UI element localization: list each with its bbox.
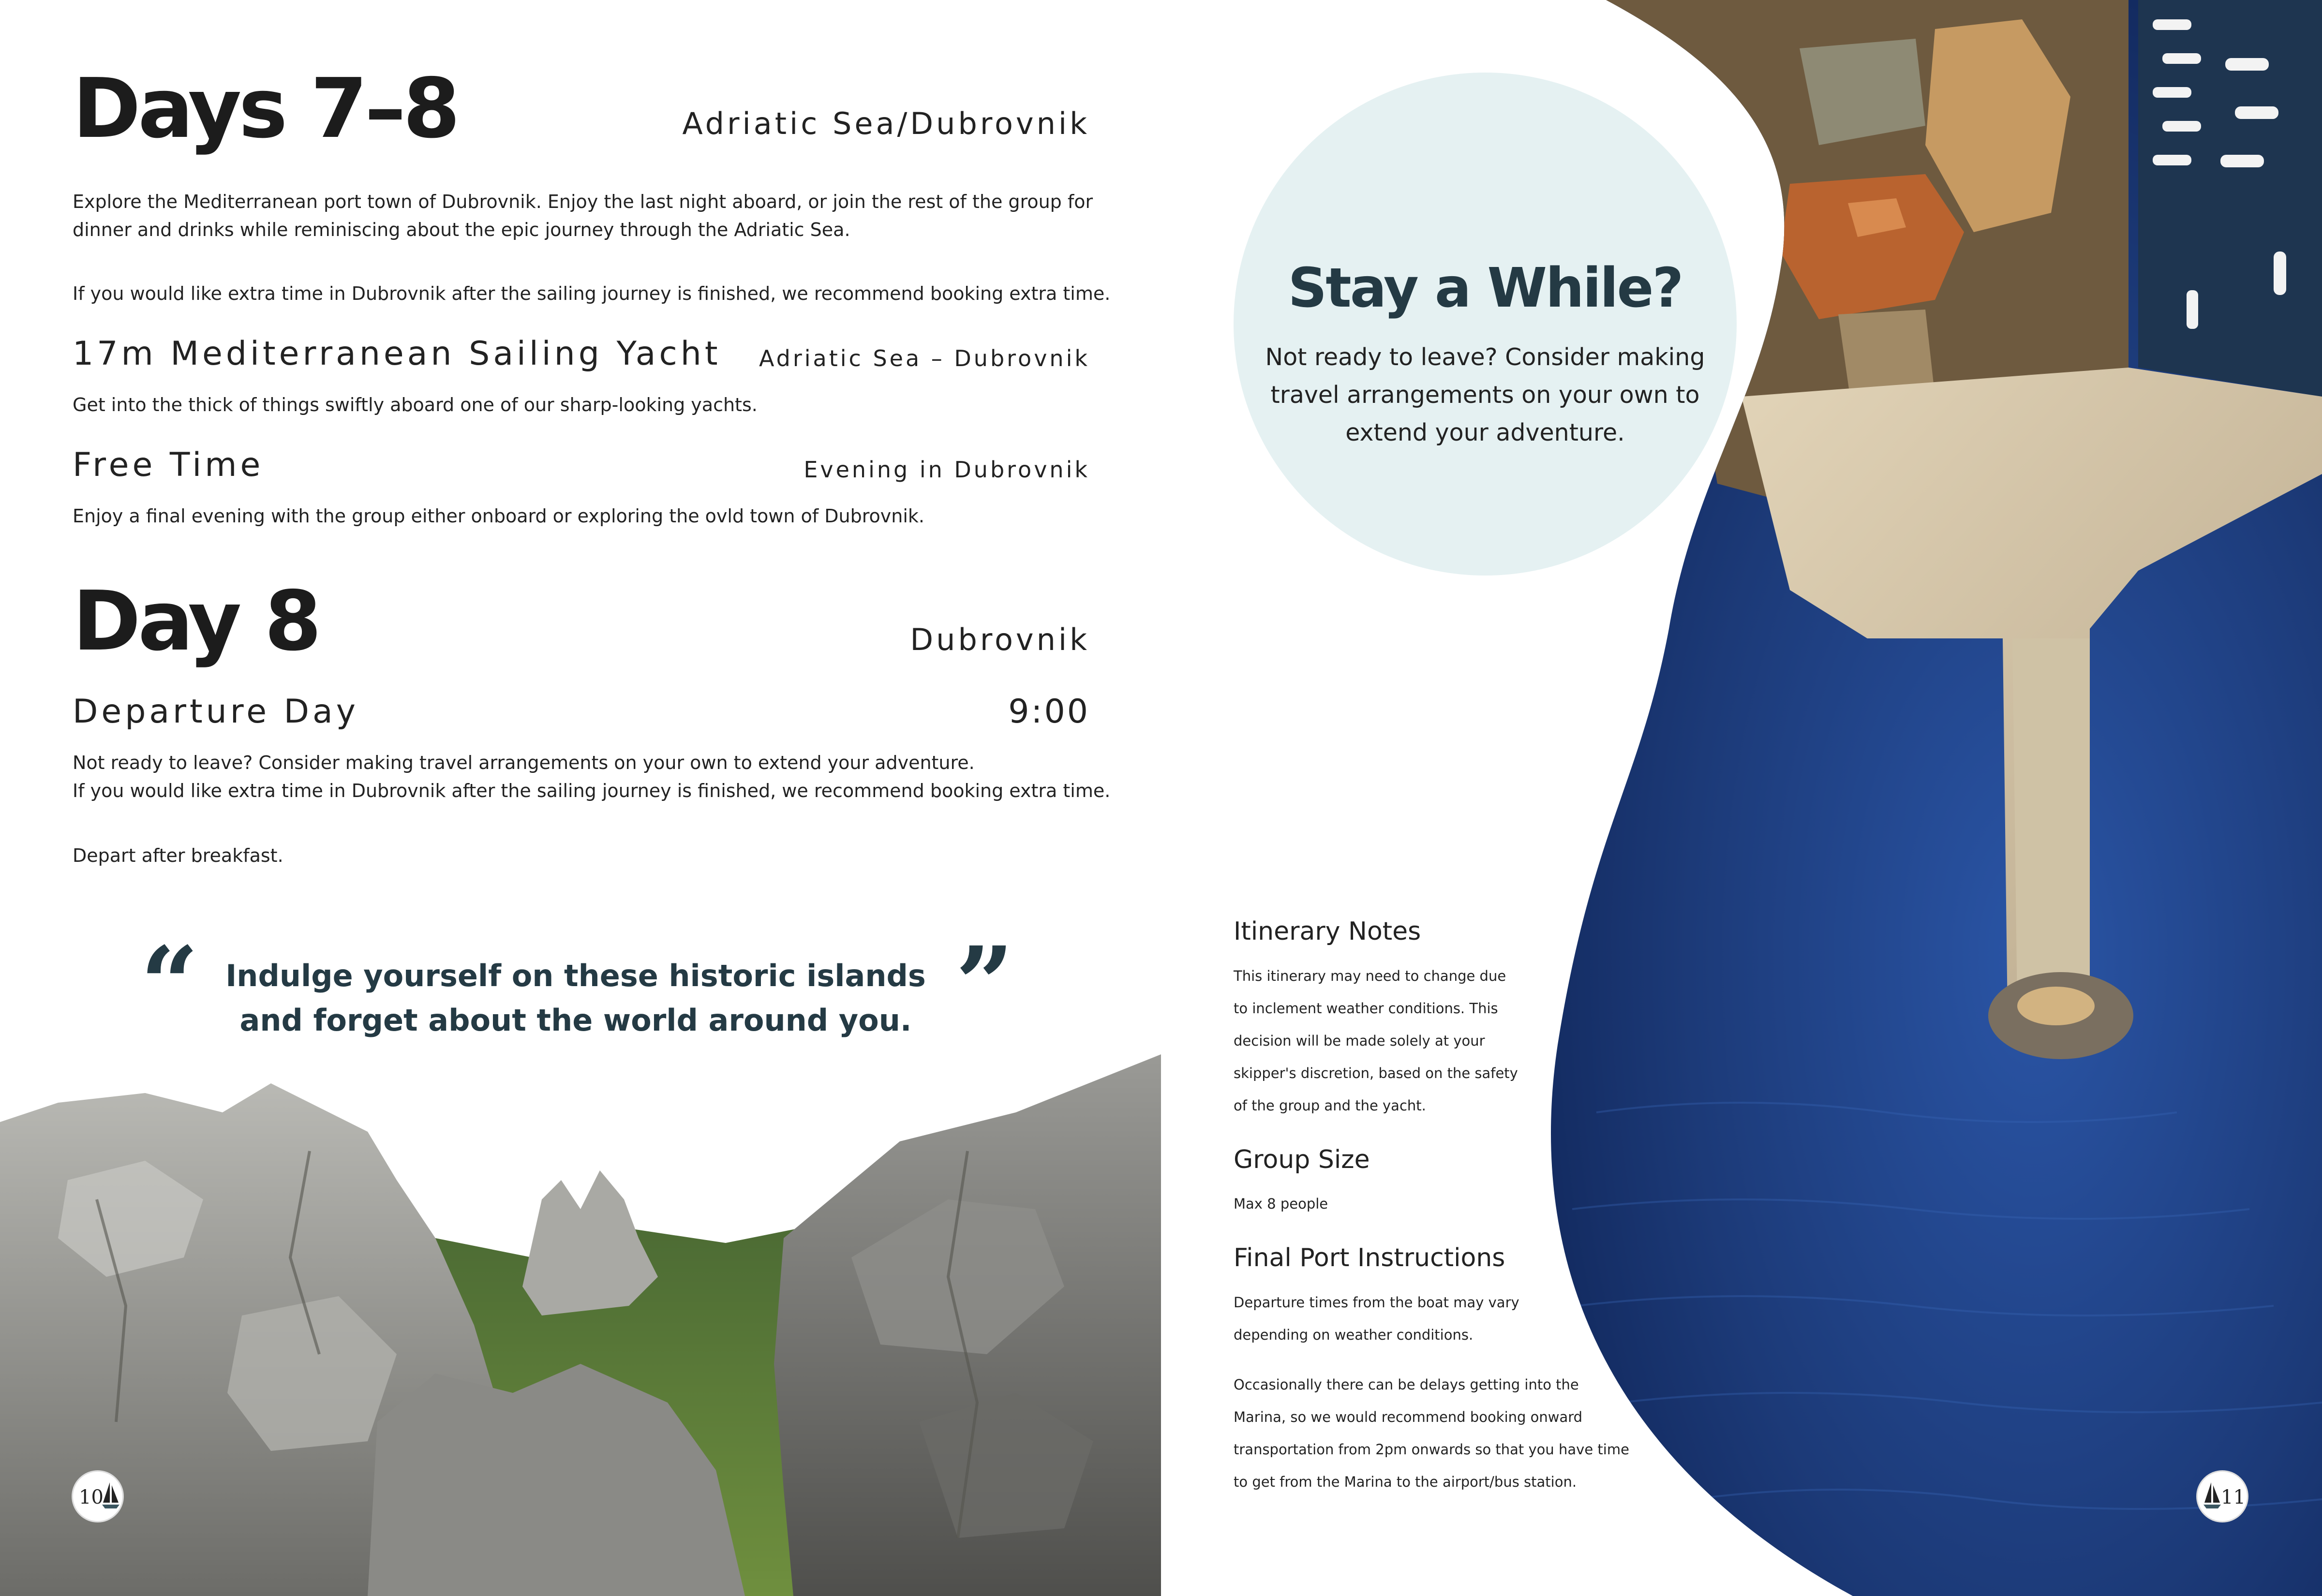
departure-line-2: If you would like extra time in Dubrovnik after the sailing journey is finished, we recommend booking extra time. [73, 780, 1111, 801]
intro-paragraph-2: If you would like extra time in Dubrovnik after the sailing journey is finished, we recommend booking extra time. [73, 283, 1111, 304]
yacht-location: Adriatic Sea – Dubrovnik [759, 345, 1090, 371]
day-heading: Day 8 [73, 574, 319, 669]
departure-line-3: Depart after breakfast. [73, 845, 283, 866]
sailboat-icon [2203, 1480, 2222, 1509]
days-heading: Days 7–8 [73, 61, 458, 157]
itinerary-notes-body: This itinerary may need to change due to inclement weather conditions. This decision will be made solely at your skipper's discretion, based on the safety of the group and the yacht. [1234, 968, 1518, 1114]
departure-title: Departure Day [73, 693, 359, 731]
page-number-right: 11 [2221, 1486, 2246, 1508]
quote-line-2: and forget about the world around you. [239, 1003, 912, 1038]
day-location: Dubrovnik [910, 622, 1090, 657]
final-port-body-1: Departure times from the boat may vary depending on weather conditions. [1234, 1294, 1519, 1343]
quote-open-icon: “ [140, 924, 199, 1044]
page-badge-right [2196, 1470, 2248, 1522]
group-size-body: Max 8 people [1234, 1196, 1328, 1212]
free-time-description: Enjoy a final evening with the group either onboard or exploring the ovld town of Dubrovnik. [73, 505, 924, 527]
free-time-location: Evening in Dubrovnik [804, 457, 1090, 483]
intro-paragraph: Explore the Mediterranean port town of Dubrovnik. Enjoy the last night aboard, or join the rest of the group for dinner and drinks while reminiscing about the epic journey through the Adriatic Sea. [73, 191, 1093, 240]
stay-body: Not ready to leave? Consider making travel arrangements on your own to extend your adventure. [1265, 343, 1705, 446]
itinerary-notes-heading: Itinerary Notes [1234, 917, 1421, 946]
departure-time: 9:00 [1008, 693, 1090, 731]
quote-line-1: Indulge yourself on these historic islands [225, 958, 926, 993]
final-port-heading: Final Port Instructions [1234, 1243, 1505, 1272]
free-time-title: Free Time [73, 446, 264, 484]
yacht-description: Get into the thick of things swiftly aboard one of our sharp-looking yachts. [73, 394, 758, 415]
days-location: Adriatic Sea/Dubrovnik [682, 106, 1090, 141]
yacht-title: 17m Mediterranean Sailing Yacht [73, 335, 721, 373]
final-port-body-2: Occasionally there can be delays getting into the Marina, so we would recommend booking onward transportation from 2pm onwards so that you have time to get from the Marina to the airport/bus station. [1234, 1376, 1629, 1490]
page-number-left: 10 [79, 1486, 104, 1508]
quote-close-icon: ” [955, 924, 1014, 1044]
stay-title: Stay a While? [1288, 257, 1682, 320]
group-size-heading: Group Size [1234, 1145, 1370, 1174]
stay-callout-circle [1234, 73, 1737, 576]
departure-line-1: Not ready to leave? Consider making travel arrangements on your own to extend your adventure. [73, 752, 975, 773]
